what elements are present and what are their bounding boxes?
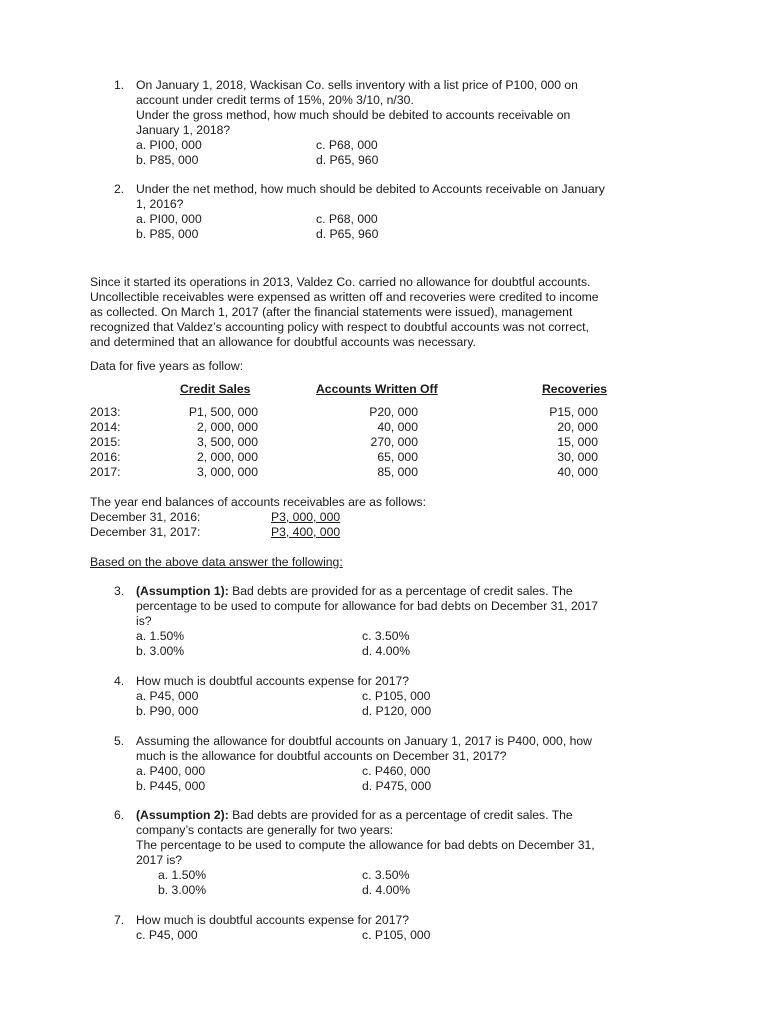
assumption-label: (Assumption 1): [136,584,229,598]
table-cell-recoveries: 30, 000 [557,450,598,464]
question-text-line [136,584,678,599]
table-cell-credit-sales: 2, 000, 000 [197,420,258,434]
choice-c[interactable]: c. P105, 000 [362,928,431,942]
question-text-line: company’s contacts are generally for two years: [136,823,394,837]
question-6 [114,808,678,898]
choice-c[interactable]: c. 3.50% [362,868,410,882]
choice-a[interactable]: a. P400, 000 [136,764,206,778]
table-header-credit-sales: Credit Sales [180,382,251,396]
table-header-accounts-written-off: Accounts Written Off [316,382,438,396]
choice-a[interactable]: a. PI00, 000 [136,212,202,226]
choice-b[interactable]: b. P85, 000 [136,153,199,167]
question-text: Bad debts are provided for as a percentage of credit sales. The [228,584,573,598]
question-number: 5. [114,734,125,748]
question-1 [114,78,678,168]
balance-label: December 31, 2016: [90,510,201,524]
case-intro-paragraph [90,275,678,350]
choice-a[interactable]: a. 1.50% [136,629,185,643]
table-cell-year: 2017: [90,465,121,479]
choice-c[interactable]: c. P105, 000 [362,689,431,703]
choice-a[interactable]: a. 1.50% [158,868,207,882]
table-cell-written-off: P20, 000 [369,405,418,419]
table-cell-written-off: 85, 000 [377,465,418,479]
choice-b[interactable]: b. P90, 000 [136,704,199,718]
paragraph-line: recognized that Valdez’s accounting policy with respect to doubtful accounts was not correct, [90,320,589,334]
question-7 [114,913,678,943]
question-text-line: 1, 2016? [136,197,184,211]
table-cell-credit-sales: 2, 000, 000 [197,450,258,464]
choice-b[interactable]: b. P445, 000 [136,779,206,793]
question-text-line: account under credit terms of 15%, 20% 3/10, n/30. [136,93,414,107]
table-cell-written-off: 40, 000 [377,420,418,434]
table-cell-recoveries: 15, 000 [557,435,598,449]
question-text-line [136,808,678,823]
paragraph-line: and determined that an allowance for doubtful accounts was necessary. [90,335,476,349]
question-4 [114,674,678,719]
choice-b[interactable]: b. 3.00% [158,883,207,897]
question-text-line: is? [136,614,152,628]
question-text-line: Under the gross method, how much should be debited to accounts receivable on [136,108,571,122]
question-number: 1. [114,78,125,92]
choice-c[interactable]: c. P460, 000 [362,764,431,778]
table-cell-year: 2015: [90,435,121,449]
question-number: 2. [114,182,125,196]
paragraph-line: as collected. On March 1, 2017 (after the financial statements were issued), management [90,305,573,319]
table-cell-credit-sales: 3, 000, 000 [197,465,258,479]
table-cell-written-off: 65, 000 [377,450,418,464]
choice-a[interactable]: a. PI00, 000 [136,138,202,152]
question-text-line: percentage to be used to compute for allowance for bad debts on December 31, 2017 [136,599,599,613]
question-3 [114,584,678,659]
paragraph-line: Since it started its operations in 2013, Valdez Co. carried no allowance for doubtful accounts. [90,275,591,289]
choice-c[interactable]: c. 3.50% [362,629,410,643]
table-cell-year: 2016: [90,450,121,464]
choice-b[interactable]: b. 3.00% [136,644,185,658]
table-cell-credit-sales: 3, 500, 000 [197,435,258,449]
question-2 [114,182,678,242]
question-text-line: How much is doubtful accounts expense for 2017? [136,913,410,927]
year-end-balances [90,495,678,540]
balance-label: December 31, 2017: [90,525,201,539]
assumption-label: (Assumption 2): [136,808,229,822]
table-cell-year: 2014: [90,420,121,434]
choice-a[interactable]: a. P45, 000 [136,689,199,703]
question-5 [114,734,678,794]
question-number: 4. [114,674,125,688]
choice-d[interactable]: d. 4.00% [362,644,411,658]
question-text-line: On January 1, 2018, Wackisan Co. sells inventory with a list price of P100, 000 on [136,78,578,92]
balance-value: P3, 000, 000 [271,510,341,524]
question-number: 6. [114,808,125,822]
choice-d[interactable]: d. 4.00% [362,883,411,897]
data-label: Data for five years as follow: [90,359,244,373]
choice-b[interactable]: b. P85, 000 [136,227,199,241]
paragraph-line: Uncollectible receivables were expensed as written off and recoveries were credited to income [90,290,599,304]
question-text-line: much is the allowance for doubtful accounts on December 31, 2017? [136,749,507,763]
table-cell-credit-sales: P1, 500, 000 [188,405,258,419]
choice-c[interactable]: c. P68, 000 [316,212,378,226]
table-header-recoveries: Recoveries [542,382,608,396]
table-cell-written-off: 270, 000 [370,435,418,449]
question-number: 7. [114,913,125,927]
question-text: Bad debts are provided for as a percentage of credit sales. The [228,808,573,822]
question-text-line: Assuming the allowance for doubtful accounts on January 1, 2017 is P400, 000, how [136,734,592,748]
choice-c[interactable]: c. P68, 000 [316,138,378,152]
choice-c[interactable]: c. P45, 000 [136,928,198,942]
choice-d[interactable]: d. P475, 000 [362,779,432,793]
table-cell-recoveries: 40, 000 [557,465,598,479]
table-cell-recoveries: 20, 000 [557,420,598,434]
question-text-line: Under the net method, how much should be debited to Accounts receivable on January [136,182,605,196]
question-text-line: How much is doubtful accounts expense for 2017? [136,674,410,688]
choice-d[interactable]: d. P65, 960 [316,153,379,167]
balances-title: The year end balances of accounts receivables are as follows: [90,495,427,509]
question-text-line: 2017 is? [136,853,183,867]
question-text-line: January 1, 2018? [136,123,231,137]
table-cell-year: 2013: [90,405,121,419]
instructions-heading: Based on the above data answer the following: [90,555,343,569]
question-text-line: The percentage to be used to compute the allowance for bad debts on December 31, [136,838,595,852]
balance-value: P3, 400, 000 [271,525,341,539]
table-cell-recoveries: P15, 000 [549,405,598,419]
question-number: 3. [114,584,125,598]
data-table [90,382,650,482]
choice-d[interactable]: d. P65, 960 [316,227,379,241]
choice-d[interactable]: d. P120, 000 [362,704,432,718]
